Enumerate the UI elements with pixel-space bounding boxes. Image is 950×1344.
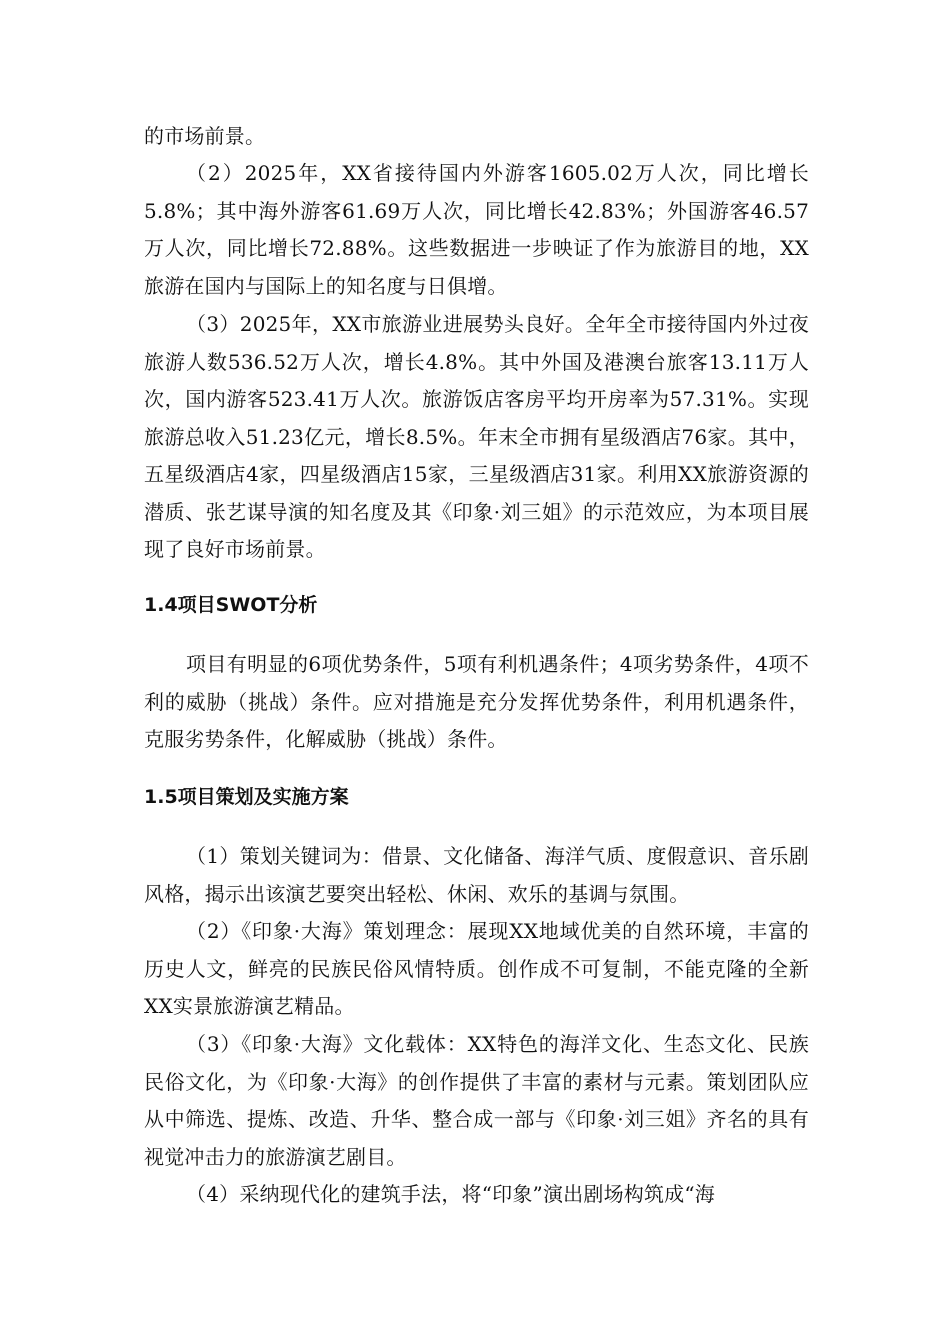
paragraph-swot: 项目有明显的6项优势条件，5项有利机遇条件；4项劣势条件，4项不利的威胁（挑战）条件。应对措施是充分发挥优势条件，利用机遇条件，克服劣势条件，化解威胁（挑战）条件。 (144, 652, 809, 751)
paragraph-plan-item-4: （4）采纳现代化的建筑手法，将“印象”演出剧场构筑成“海 (186, 1182, 715, 1206)
paragraph-item-2: （2）2025年，XX省接待国内外游客1605.02万人次，同比增长5.8%；其中海外游客61.69万人次，同比增长42.83%；外国游客46.57万人次，同比增长72.88%。这些数据进一步映证了作为旅游目的地，XX旅游在国内与国际上的知名度与日俱增。 (144, 161, 809, 298)
paragraph-plan-item-1: （1）策划关键词为：借景、文化储备、海洋气质、度假意识、音乐剧风格，揭示出该演艺要突出轻松、休闲、欢乐的基调与氛围。 (144, 844, 809, 906)
section-heading-plan: 1.5项目策划及实施方案 (144, 786, 349, 808)
paragraph-item-3: （3）2025年，XX市旅游业进展势头良好。全年全市接待国内外过夜旅游人数536.52万人次，增长4.8%。其中外国及港澳台旅客13.11万人次，国内游客523.41万人次。旅游饭店客房平均开房率为57.31%。实现旅游总收入51.23亿元，增长8.5%。年末全市拥有星级酒店76家。其中，五星级酒店4家，四星级酒店15家，三星级酒店31家。利用XX旅游资源的潜质、张艺谋导演的知名度及其《印象·刘三姐》的示范效应，为本项目展现了良好市场前景。 (144, 312, 809, 561)
section-heading-swot: 1.4项目SWOT分析 (144, 594, 318, 616)
paragraph-plan-item-3: （3）《印象·大海》文化载体：XX特色的海洋文化、生态文化、民族民俗文化，为《印象·大海》的创作提供了丰富的素材与元素。策划团队应从中筛选、提炼、改造、升华、整合成一部与《印象·刘三姐》齐名的具有视觉冲击力的旅游演艺剧目。 (144, 1032, 809, 1169)
paragraph-plan-item-2: （2）《印象·大海》策划理念：展现XX地域优美的自然环境，丰富的历史人文，鲜亮的民族民俗风情特质。创作成不可复制，不能克隆的全新XX实景旅游演艺精品。 (144, 919, 809, 1018)
paragraph-continuation: 的市场前景。 (144, 124, 266, 148)
